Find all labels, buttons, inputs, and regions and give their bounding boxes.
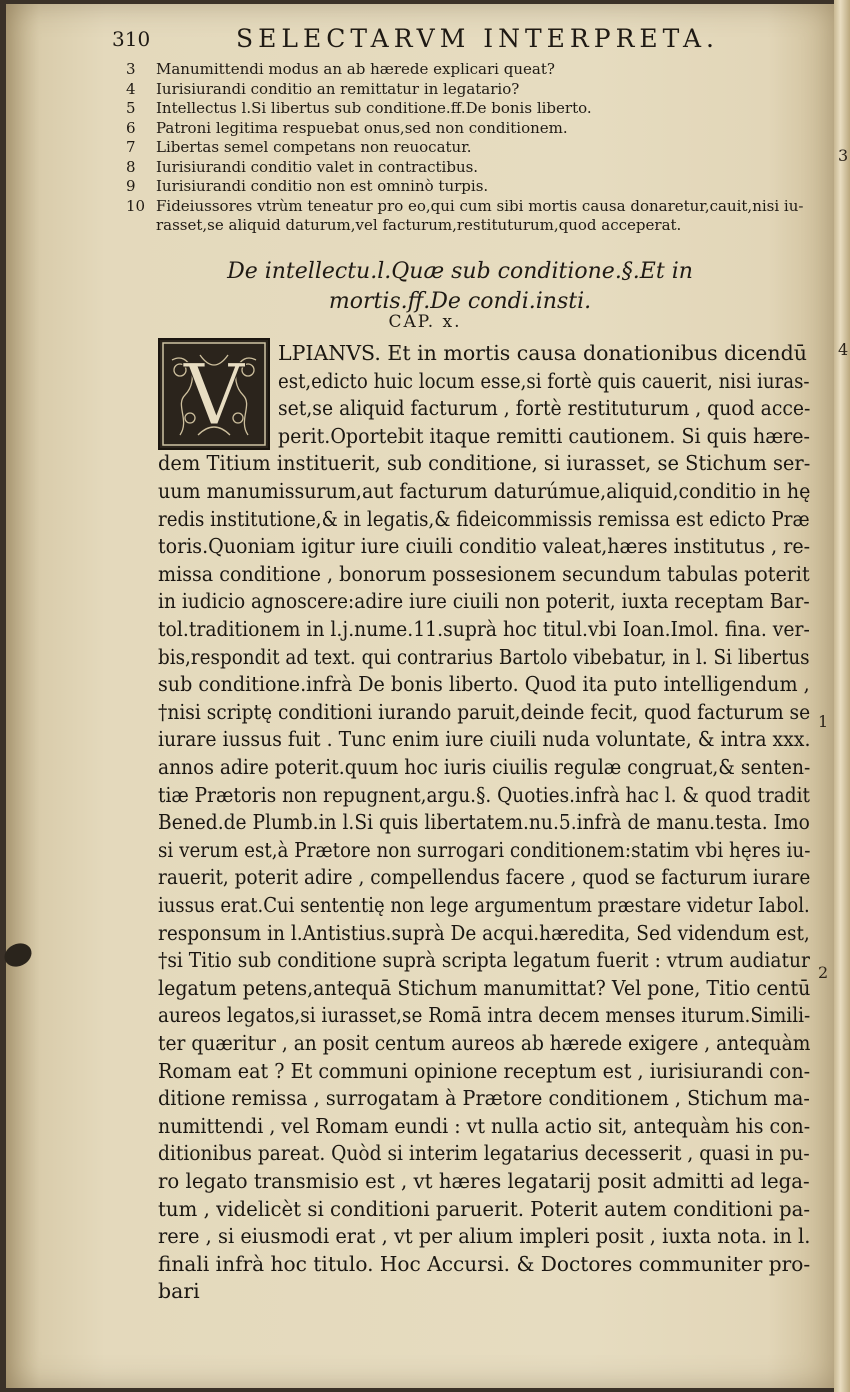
- body-line: Bened.de Plumb.in l.Si quis libertatem.nu.5.infrà de manu.testa. Imo: [158, 810, 810, 835]
- edge-mark-mid: 4: [838, 340, 849, 359]
- summary-item-number: 5: [126, 99, 136, 117]
- chapter-summary-list: [126, 60, 816, 236]
- body-line: bari: [158, 1279, 200, 1304]
- body-line: annos adire poterit.quum hoc iuris ciuilis regulæ congruat,& senten-: [158, 755, 811, 779]
- body-line: missa conditione , bonorum possesionem secundum tabulas poterit: [158, 561, 810, 586]
- body-line: bis,respondit ad text. qui contrarius Bartolo vibebatur, in l. Si libertus: [158, 644, 810, 669]
- body-line: finali infrà hoc titulo. Hoc Accursi. & Doctores communiter pro-: [158, 1251, 811, 1276]
- margin-note-1: 1: [818, 712, 829, 731]
- body-line: tiæ Prætoris non repugnent,argu.§. Quoties.infrà hac l. & quod tradit: [158, 782, 810, 807]
- body-line: redis institutione,& in legatis,& fideicommissis remissa est edicto Præ: [158, 506, 810, 531]
- page-edge: [834, 0, 850, 1392]
- body-line: numittendi , vel Romam eundi : vt nulla actio sit, antequàm his con-: [158, 1113, 811, 1138]
- summary-item: [126, 177, 816, 197]
- body-line: est,edicto huic locum esse,si fortè quis cauerit, nisi iuras-: [278, 368, 810, 393]
- summary-item: [126, 99, 816, 119]
- summary-item: [126, 138, 816, 158]
- summary-item-number: 6: [126, 118, 136, 137]
- summary-item-text: Iurisiurandi conditio an remittatur in legatario?: [156, 79, 520, 98]
- body-line: dem Titium instituerit, sub conditione, si iurasset, se Stichum ser-: [158, 451, 811, 476]
- body-line: set,se aliquid facturum , fortè restituturum , quod acce-: [278, 396, 811, 421]
- chapter-label: CAP. x.: [388, 312, 462, 332]
- heading-line-2: mortis.ff.De condi.insti.: [328, 289, 592, 314]
- decorated-initial-v: [158, 338, 270, 450]
- summary-item-number: 9: [126, 177, 136, 195]
- body-line: iurare iussus fuit . Tunc enim iure ciuili nuda voluntate, & intra xxx.: [158, 727, 811, 752]
- summary-item: [126, 80, 816, 100]
- body-line: ditione remissa , surrogatam à Prætore conditionem , Stichum ma-: [158, 1086, 810, 1111]
- summary-item-text: Intellectus l.Si libertus sub conditione.ff.De bonis liberto.: [156, 99, 592, 117]
- body-line: perit.Oportebit itaque remitti cautionem. Si quis hære-: [278, 423, 810, 448]
- body-line: ro legato transmisio est , vt hæres legatarij posit admitti ad lega-: [158, 1169, 810, 1193]
- summary-item: [126, 158, 816, 178]
- summary-item-text: Fideiussores vtrùm teneatur pro eo,qui cum sibi mortis causa donaretur,cauit,nisi iu- rasset,se aliquid daturum,vel facturum,restituturum,quod acceperat.: [156, 196, 804, 234]
- summary-item: [126, 197, 816, 236]
- body-line: LPIANVS. Et in mortis causa donationibus dicendū: [278, 341, 807, 365]
- chapter-heading: [160, 257, 760, 317]
- body-line: rauerit, poterit adire , compellendus facere , quod se facturum iurare: [158, 865, 811, 890]
- body-line: in iudicio agnoscere:adire iure ciuili non poterit, iuxta receptam Bar-: [158, 589, 810, 614]
- body-line: †nisi scriptę conditioni iurando paruit,deinde fecit, quod facturum se: [158, 699, 811, 724]
- body-line: toris.Quoniam igitur iure ciuili conditio valeat,hæres institutus , re-: [158, 534, 811, 559]
- drop-cap-letter: V: [183, 346, 245, 444]
- body-line: rere , si eiusmodi erat , vt per alium impleri posit , iuxta nota. in l.: [158, 1224, 811, 1249]
- heading-line-1: De intellectu.l.Quæ sub conditione.§.Et in: [227, 259, 693, 284]
- summary-item-number: 8: [126, 157, 136, 176]
- body-line: ditionibus pareat. Quòd si interim legatarius decesserit , quasi in pu-: [158, 1141, 810, 1166]
- summary-item-number: 10: [126, 196, 146, 215]
- body-line: legatum petens,antequā Stichum manumittat? Vel pone, Titio centū: [158, 975, 811, 1000]
- running-title: SELECTARVM INTERPRETA.: [236, 24, 719, 53]
- margin-note-2: 2: [818, 963, 829, 982]
- body-line: si verum est,à Prætore non surrogari conditionem:statim vbi hęres iu-: [158, 837, 811, 862]
- summary-item-text: Iurisiurandi conditio non est omninò turpis.: [156, 177, 489, 195]
- edge-mark-top: 3: [838, 146, 849, 165]
- body-line: aureos legatos,si iurasset,se Romā intra decem menses iturum.Simili-: [158, 1003, 811, 1028]
- body-line: sub conditione.infrà De bonis liberto. Quod ita puto intelligendum ,: [158, 672, 810, 697]
- body-line: ter quæritur , an posit centum aureos ab hærede exigere , antequàm: [158, 1031, 811, 1055]
- body-line: uum manumissurum,aut facturum daturúmue,aliquid,conditio in hę: [158, 479, 811, 503]
- body-line: iussus erat.Cui sententię non lege argumentum præstare videtur Iabol.: [158, 893, 810, 917]
- summary-item-text: Manumittendi modus an ab hærede explicari queat?: [156, 60, 555, 78]
- body-line: responsum in l.Antistius.suprà De acqui.hæredita, Sed videndum est,: [158, 920, 810, 945]
- summary-item: [126, 60, 816, 80]
- summary-item-number: 7: [126, 138, 136, 156]
- summary-item-text: Libertas semel competans non reuocatur.: [156, 138, 472, 156]
- body-line: Romam eat ? Et communi opinione receptum est , iurisiurandi con-: [158, 1058, 811, 1083]
- summary-item-text: Patroni legitima respuebat onus,sed non conditionem.: [156, 118, 568, 137]
- body-line: †si Titio sub conditione suprà scripta legatum fuerit : vtrum audiatur: [158, 948, 810, 973]
- summary-item-number: 4: [126, 79, 136, 98]
- body-line: tol.traditionem in l.j.nume.11.suprà hoc titul.vbi Ioan.Imol. fina. ver-: [158, 617, 810, 641]
- summary-item: [126, 119, 816, 139]
- summary-item-text: Iurisiurandi conditio valet in contractibus.: [156, 157, 479, 176]
- page-header: [0, 24, 850, 54]
- summary-item-number: 3: [126, 60, 136, 78]
- page-number: 310: [112, 27, 151, 51]
- body-line: tum , videlicèt si conditioni paruerit. Poterit autem conditioni pa-: [158, 1196, 811, 1221]
